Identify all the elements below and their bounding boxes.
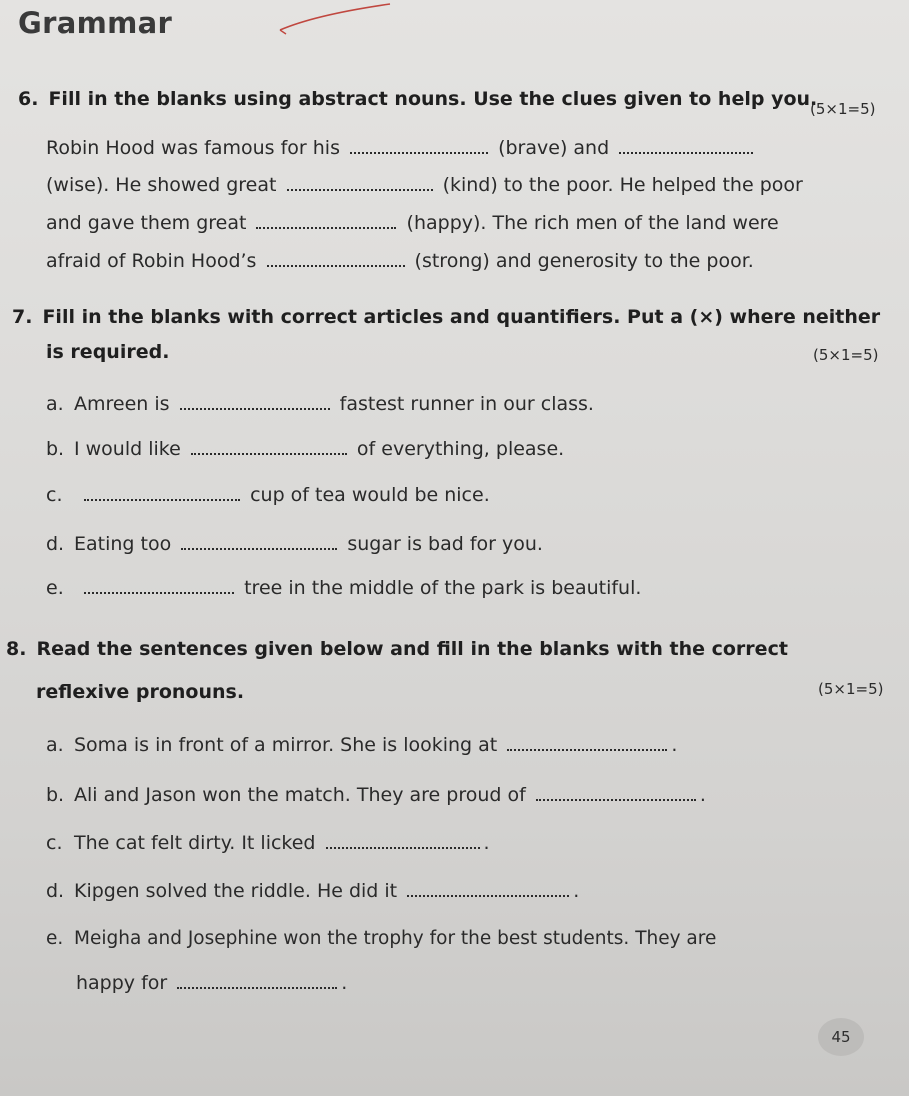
blank-field[interactable]	[507, 735, 667, 751]
blank-field[interactable]	[256, 213, 396, 229]
blank-field[interactable]	[326, 833, 480, 849]
item-label: d.	[46, 533, 65, 555]
item-text: Meigha and Josephine won the trophy for the best students. They are	[74, 928, 717, 949]
q8-instruction-2: reflexive pronouns.	[36, 681, 245, 703]
q7-instruction-1: Fill in the blanks with correct articles and quantifiers. Put a (×) where neither	[42, 306, 881, 328]
item-text: happy for	[76, 972, 168, 994]
item-text: cup of tea would be nice.	[250, 484, 490, 506]
q8-item-e	[46, 928, 716, 949]
blank-field[interactable]	[536, 785, 696, 801]
page-title: Grammar	[18, 6, 173, 40]
q6-line-4	[46, 250, 754, 272]
item-label: b.	[46, 438, 65, 460]
q7-item-a	[46, 393, 594, 415]
blank-field[interactable]	[407, 881, 569, 897]
item-text: Eating too	[74, 533, 172, 555]
q6-line-3-text-a: and gave them great	[46, 212, 247, 234]
item-label: c.	[46, 832, 63, 854]
q8-item-c	[46, 832, 490, 854]
q6-line-3-text-b: (happy). The rich men of the land were	[406, 212, 779, 234]
q8-marks: (5×1=5)	[818, 680, 884, 698]
item-text: of everything, please.	[356, 438, 565, 460]
item-text: fastest runner in our class.	[339, 393, 594, 415]
blank-field[interactable]	[191, 439, 347, 455]
item-text: .	[573, 880, 580, 902]
blank-field[interactable]	[287, 175, 433, 191]
q7-instruction-2: is required.	[46, 341, 170, 363]
q8-item-b	[46, 784, 706, 806]
item-label: e.	[46, 928, 64, 949]
q7-item-c	[46, 484, 490, 506]
q6-line-3	[46, 212, 779, 234]
q6-line-2-text-b: (kind) to the poor. He helped the poor	[442, 174, 803, 196]
q6-instruction: Fill in the blanks using abstract nouns. Use the clues given to help you.	[48, 88, 818, 110]
item-label: e.	[46, 577, 64, 599]
blank-field[interactable]	[350, 138, 488, 154]
q8-heading	[6, 638, 788, 660]
item-text: Kipgen solved the riddle. He did it	[74, 880, 398, 902]
item-text: .	[341, 972, 348, 994]
item-label: c.	[46, 484, 63, 506]
item-text: Soma is in front of a mirror. She is looking at	[74, 734, 498, 756]
pen-mark-icon	[278, 0, 398, 40]
q7-item-e	[46, 577, 641, 599]
q7-item-d	[46, 533, 543, 555]
q6-line-4-text-a: afraid of Robin Hood’s	[46, 250, 257, 272]
q7-marks: (5×1=5)	[813, 346, 879, 364]
page-number: 45	[818, 1018, 864, 1056]
q8-instruction-1: Read the sentences given below and fill in the blanks with the correct	[36, 638, 788, 660]
blank-field[interactable]	[177, 973, 337, 989]
q6-heading	[18, 88, 817, 110]
q7-heading	[12, 306, 880, 328]
q8-number: 8.	[6, 638, 27, 660]
q6-line-4-text-b: (strong) and generosity to the poor.	[414, 250, 754, 272]
item-text: The cat felt dirty. It licked	[74, 832, 316, 854]
blank-field[interactable]	[84, 485, 240, 501]
item-text: Amreen is	[74, 393, 170, 415]
q6-line-1	[46, 137, 757, 159]
item-label: b.	[46, 784, 65, 806]
q8-item-a	[46, 734, 677, 756]
item-label: a.	[46, 734, 64, 756]
q7-item-b	[46, 438, 564, 460]
blank-field[interactable]	[84, 578, 234, 594]
q7-number: 7.	[12, 306, 33, 328]
q8-item-d	[46, 880, 579, 902]
item-text: .	[483, 832, 490, 854]
item-text: tree in the middle of the park is beautiful.	[244, 577, 642, 599]
q6-line-1-text-b: (brave) and	[498, 137, 610, 159]
q6-line-1-text-a: Robin Hood was famous for his	[46, 137, 340, 159]
item-text: I would like	[74, 438, 181, 460]
blank-field[interactable]	[181, 534, 337, 550]
item-text: sugar is bad for you.	[347, 533, 543, 555]
q6-number: 6.	[18, 88, 39, 110]
item-text: Ali and Jason won the match. They are proud of	[74, 784, 526, 806]
item-text: .	[699, 784, 706, 806]
item-label: a.	[46, 393, 64, 415]
q6-line-2	[46, 174, 803, 196]
q6-line-2-text-a: (wise). He showed great	[46, 174, 277, 196]
item-label: d.	[46, 880, 65, 902]
q8-item-e-line-2	[76, 972, 347, 994]
blank-field[interactable]	[180, 394, 330, 410]
q6-marks: (5×1=5)	[810, 100, 876, 118]
blank-field[interactable]	[267, 251, 405, 267]
item-text: .	[671, 734, 678, 756]
blank-field[interactable]	[619, 138, 753, 154]
